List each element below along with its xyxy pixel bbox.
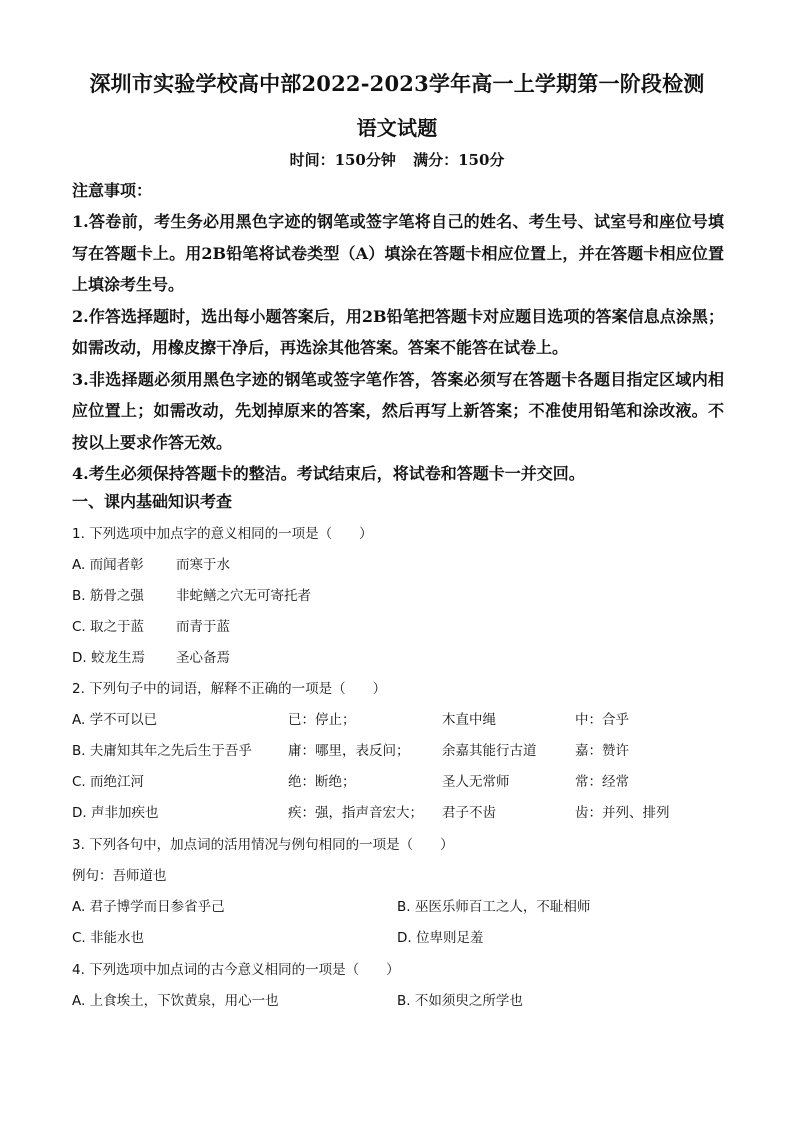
- option-text: 余嘉其能行古道: [442, 743, 537, 759]
- notice-item: 1.答卷前，考生务必用黑色字迹的钢笔或签字笔将自己的姓名、考生号、试室号和座位号填写在答题卡上。用2B铅笔将试卷类型（A）填涂在答题卡相应位置上，并在答题卡相应位置上填涂考生号。: [72, 212, 724, 294]
- example-sentence: 例句：吾师道也: [72, 868, 167, 884]
- question-2: [72, 674, 724, 829]
- option-a: A. 上食埃土，下饮黄泉，用心一也: [72, 993, 279, 1009]
- option-gloss: 常：经常: [575, 774, 629, 790]
- option-d-right: 圣心备焉: [176, 650, 230, 666]
- option-row: [72, 736, 724, 767]
- option-c: C. 非能水也: [72, 930, 145, 946]
- notice-item: 4.考生必须保持答题卡的整洁。考试结束后，将试卷和答题卡一并交回。: [72, 464, 585, 483]
- exam-title: 深圳市实验学校高中部2022-2023学年高一上学期第一阶段检测: [89, 71, 705, 96]
- option-row: [72, 798, 724, 829]
- option-gloss: 中：合乎: [575, 712, 629, 728]
- option-gloss: 嘉：赞许: [575, 743, 629, 759]
- option-b: B. 不如须臾之所学也: [397, 993, 523, 1009]
- option-text: D. 声非加疾也: [72, 805, 159, 821]
- option-c-right: 而青于蓝: [176, 619, 230, 635]
- option-row: [72, 581, 724, 612]
- exam-meta: [0, 149, 794, 170]
- option-row: [72, 643, 724, 674]
- question-4: [72, 955, 724, 1017]
- option-text: A. 学不可以已: [72, 712, 158, 728]
- question-stem: 3. 下列各句中，加点词的活用情况与例句相同的一项是（ ）: [72, 837, 454, 853]
- question-3: [72, 830, 724, 954]
- question-stem: 2. 下列句子中的词语，解释不正确的一项是（ ）: [72, 681, 387, 697]
- notice-item: 2.作答选择题时，选出每小题答案后，用2B铅笔把答题卡对应题目选项的答案信息点涂黑；如需改动，用橡皮擦干净后，再选涂其他答案。答案不能答在试卷上。: [72, 306, 724, 357]
- option-row: [72, 923, 724, 954]
- notice-item: 3.非选择题必须用黑色字迹的钢笔或签字笔作答，答案必须写在答题卡各题目指定区域内相应位置上；如需改动，先划掉原来的答案，然后再写上新答案；不准使用铅笔和涂改液。不按以上要求作答无效。: [72, 369, 724, 452]
- option-row: [72, 612, 724, 643]
- option-a-left: A. 而闻者彰: [72, 557, 144, 573]
- section-heading: 一、课内基础知识考查: [72, 492, 233, 511]
- notice-body: [72, 206, 724, 490]
- option-b: B. 巫医乐师百工之人，不耻相师: [397, 899, 591, 915]
- option-text: 木直中绳: [442, 712, 496, 728]
- question-stem: 1. 下列选项中加点字的意义相同的一项是（ ）: [72, 526, 373, 542]
- option-c-left: C. 取之于蓝: [72, 619, 145, 635]
- notice-title: 注意事项：: [72, 181, 153, 200]
- option-gloss: 齿：并列、排列: [575, 805, 670, 821]
- option-row: [72, 705, 724, 736]
- exam-subtitle: 语文试题: [356, 116, 438, 140]
- option-b-left: B. 筋骨之强: [72, 588, 144, 604]
- option-b-right: 非蛇鳝之穴无可寄托者: [176, 588, 311, 604]
- option-a: A. 君子博学而日参省乎己: [72, 899, 225, 915]
- question-stem: 4. 下列选项中加点词的古今意义相同的一项是（ ）: [72, 962, 400, 978]
- option-gloss: 已：停止；: [288, 712, 356, 728]
- option-d: D. 位卑则足羞: [397, 930, 484, 946]
- option-row: [72, 986, 724, 1017]
- option-row: [72, 767, 724, 798]
- option-gloss: 疾：强，指声音宏大；: [288, 805, 423, 821]
- option-text: C. 而绝江河: [72, 774, 145, 790]
- option-a-right: 而寒于水: [176, 557, 230, 573]
- exam-score: 满分：150分: [413, 151, 505, 169]
- exam-time: 时间：150分钟: [289, 151, 396, 169]
- option-gloss: 庸：哪里，表反问；: [288, 743, 410, 759]
- option-text: 圣人无常师: [442, 774, 510, 790]
- option-gloss: 绝：断绝；: [288, 774, 356, 790]
- option-row: [72, 892, 724, 923]
- option-row: [72, 550, 724, 581]
- option-text: B. 夫庸知其年之先后生于吾乎: [72, 743, 252, 759]
- question-1: [72, 519, 724, 674]
- option-d-left: D. 蛟龙生焉: [72, 650, 145, 666]
- option-text: 君子不齿: [442, 805, 496, 821]
